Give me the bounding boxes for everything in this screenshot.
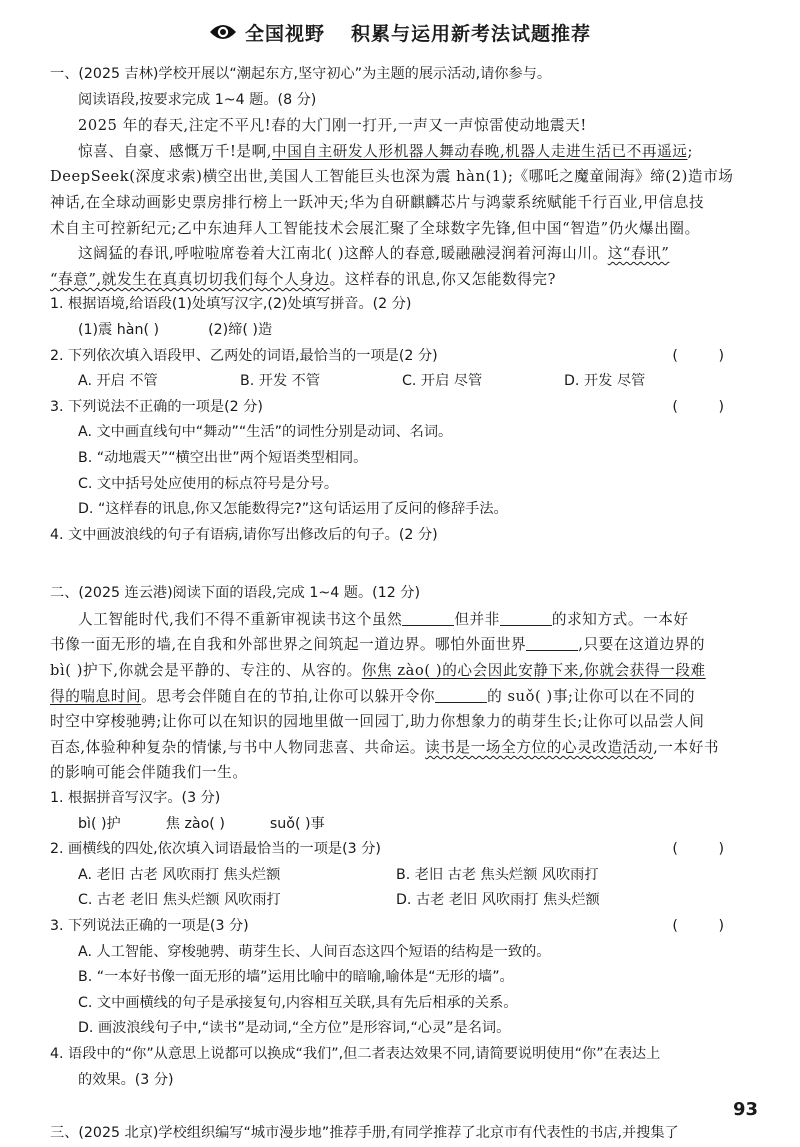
option-b[interactable]: B. 老旧 古老 焦头烂额 风吹雨打: [396, 866, 599, 883]
fill-blank[interactable]: [500, 611, 552, 626]
passage-2-line: bì( )护下,你就会是平静的、专注的、从容的。你焦 zào( )的心会因此安静下来,你就会获得一段难: [50, 662, 706, 680]
option-b[interactable]: B. “一本好书像一面无形的墙”运用比喻中的暗喻,喻体是“无形的墙”。: [78, 969, 514, 986]
section-2-title: 二、(2025 连云港)阅读下面的语段,完成 1~4 题。(12 分): [50, 585, 420, 602]
question-1-2-options: [50, 369, 750, 395]
page-header: [0, 14, 800, 50]
passage-2-line: 的影响可能会伴随我们一生。: [50, 764, 248, 782]
option-d[interactable]: D. “这样春的讯息,你又怎能数得完?”这句话运用了反问的修辞手法。: [78, 501, 508, 518]
wavy-underlined-sentence: 这“春讯”: [607, 245, 670, 263]
passage-1-line: DeepSeek(深度求索)横空出世,美国人工智能巨头也深为震 hàn(1);《哪吒之魔童闹海》缔(2)造市场: [50, 168, 734, 186]
fill-blank[interactable]: [435, 688, 487, 703]
option-c[interactable]: C. 文中画横线的句子是承接复句,内容相互关联,具有先后相承的关系。: [78, 994, 518, 1011]
section-1-title: 一、(2025 吉林)学校开展以“潮起东方,坚守初心”为主题的展示活动,请你参与。: [50, 66, 552, 82]
question-2-1-blanks: [50, 812, 750, 838]
answer-blank[interactable]: (1)震 hàn( ): [78, 321, 160, 338]
question-1-1: 1. 根据语境,给语段(1)处填写汉字,(2)处填写拼音。(2 分): [50, 296, 412, 313]
page-number: 93: [732, 1099, 758, 1120]
passage-2-line: 百态,体验种种复杂的情愫,与书中人物同悲喜、共命运。读书是一场全方位的心灵改造活动,一本好书: [50, 738, 720, 756]
option-c[interactable]: C. 开启 尽管: [402, 373, 483, 390]
option-a[interactable]: A. 文中画直线句中“舞动”“生活”的词性分别是动词、名词。: [78, 424, 453, 441]
question-2-1: 1. 根据拼音写汉字。(3 分): [50, 790, 221, 807]
passage-1-line: 2025 年的春天,注定不平凡!春的大门刚一打开,一声又一声惊雷使动地震天!: [78, 117, 587, 135]
passage-1-line: “春意”,就发生在真真切切我们每个人身边。这样春的讯息,你又怎能数得完?: [50, 270, 557, 288]
passage-2-line: 人工智能时代,我们不得不重新审视读书这个虽然 但并非 的求知方式。一本好: [78, 610, 689, 628]
header-title-right: 积累与运用新考法试题推荐: [351, 22, 592, 45]
answer-paren[interactable]: ( ): [672, 918, 742, 934]
question-2-2-options: [50, 863, 750, 889]
straight-underlined-sentence: 中国自主研发人形机器人舞动春晚,机器人走进生活已不再遥远: [272, 142, 688, 160]
option-a[interactable]: A. 人工智能、穿梭驰骋、萌芽生长、人间百态这四个短语的结构是一致的。: [78, 943, 551, 960]
answer-blank[interactable]: (2)缔( )造: [208, 321, 273, 338]
answer-paren[interactable]: ( ): [672, 347, 742, 364]
straight-underlined-sentence: 得的喘息时间: [50, 687, 142, 705]
passage-2-line: 得的喘息时间。思考会伴随自在的节拍,让你可以躲开令你 的 suǒ( )事;让你可以在不同的: [50, 687, 696, 705]
answer-blank[interactable]: bì( )护: [78, 815, 121, 832]
question-1-4: 4. 文中画波浪线的句子有语病,请你写出修改后的句子。(2 分): [50, 526, 438, 543]
section-1-instructions: 阅读语段,按要求完成 1~4 题。(8 分): [78, 91, 317, 108]
option-a[interactable]: A. 老旧 古老 风吹雨打 焦头烂额: [78, 866, 281, 883]
passage-1-line: 神话,在全球动画影史票房排行榜上一跃冲天;华为自研麒麟芯片与鸿蒙系统赋能千行百业,甲信息技: [50, 193, 705, 211]
passage-1-line: 这阔猛的春讯,呼啦啦席卷着大江南北( )这醉人的春意,暖融融浸润着河海山川。这“春讯”: [78, 245, 670, 263]
option-d[interactable]: D. 开发 尽管: [564, 373, 646, 390]
answer-blank[interactable]: suǒ( )事: [269, 815, 325, 832]
question-1-2: 2. 下列依次填入语段甲、乙两处的词语,最恰当的一项是(2 分) ( ): [50, 344, 750, 370]
passage-2-line: 书像一面无形的墙,在自我和外部世界之间筑起一道边界。哪怕外面世界 ,只要在这道边界的: [50, 636, 706, 654]
question-1-1-blanks: [50, 318, 750, 344]
answer-blank[interactable]: 焦 zào( ): [165, 815, 225, 832]
answer-paren[interactable]: ( ): [672, 398, 742, 415]
passage-1-line: 惊喜、自豪、感慨万千!是啊,中国自主研发人形机器人舞动春晚,机器人走进生活已不再遥远;: [78, 142, 694, 160]
question-2-4-cont: 的效果。(3 分): [78, 1071, 174, 1088]
question-2-2: 2. 画横线的四处,依次填入词语最恰当的一项是(3 分) ( ): [50, 837, 750, 863]
question-1-3: 3. 下列说法不正确的一项是(2 分) ( ): [50, 395, 750, 421]
option-d[interactable]: D. 画波浪线句子中,“读书”是动词,“全方位”是形容词,“心灵”是名词。: [78, 1020, 511, 1037]
wavy-underlined-sentence: “春意”,就发生在真真切切我们每个人身边: [50, 270, 330, 288]
option-a[interactable]: A. 开启 不管: [78, 373, 158, 390]
option-b[interactable]: B. “动地震天”“横空出世”两个短语类型相同。: [78, 449, 368, 466]
option-c[interactable]: C. 文中括号处应使用的标点符号是分号。: [78, 475, 339, 492]
option-d[interactable]: D. 古老 老旧 风吹雨打 焦头烂额: [396, 892, 600, 909]
question-2-4: 4. 语段中的“你”从意思上说都可以换成“我们”,但二者表达效果不同,请简要说明使用“你”在表达上: [50, 1045, 661, 1062]
answer-paren[interactable]: ( ): [672, 841, 742, 858]
passage-1-line: 术自主可控新纪元;乙中东迪拜人工智能技术会展汇聚了全球数字先锋,但中国“智造”仍火爆出圈。: [50, 219, 700, 237]
question-2-2-options: [50, 888, 750, 914]
section-3-title: 三、(2025 北京)学校组织编写“城市漫步地”推荐手册,有同学推荐了北京市有代表性的书店,并搜集了: [50, 1125, 679, 1142]
wavy-underlined-sentence: 读书是一场全方位的心灵改造活动: [425, 738, 654, 756]
fill-blank[interactable]: [402, 611, 454, 626]
question-2-3: 3. 下列说法正确的一项是(3 分) ( ): [50, 914, 750, 940]
passage-2-line: 时空中穿梭驰骋;让你可以在知识的园地里做一回园丁,助力你想象力的萌芽生长;让你可以品尝人间: [50, 713, 705, 731]
straight-underlined-sentence: 你焦 zào( )的心会因此安静下来,你就会获得一段难: [361, 662, 706, 680]
main-content: [50, 62, 750, 1147]
option-c[interactable]: C. 古老 老旧 焦头烂额 风吹雨打: [78, 892, 281, 909]
fill-blank[interactable]: [526, 636, 578, 651]
option-b[interactable]: B. 开发 不管: [240, 373, 321, 390]
eye-icon: [209, 22, 237, 42]
header-title-left: 全国视野: [244, 22, 325, 45]
